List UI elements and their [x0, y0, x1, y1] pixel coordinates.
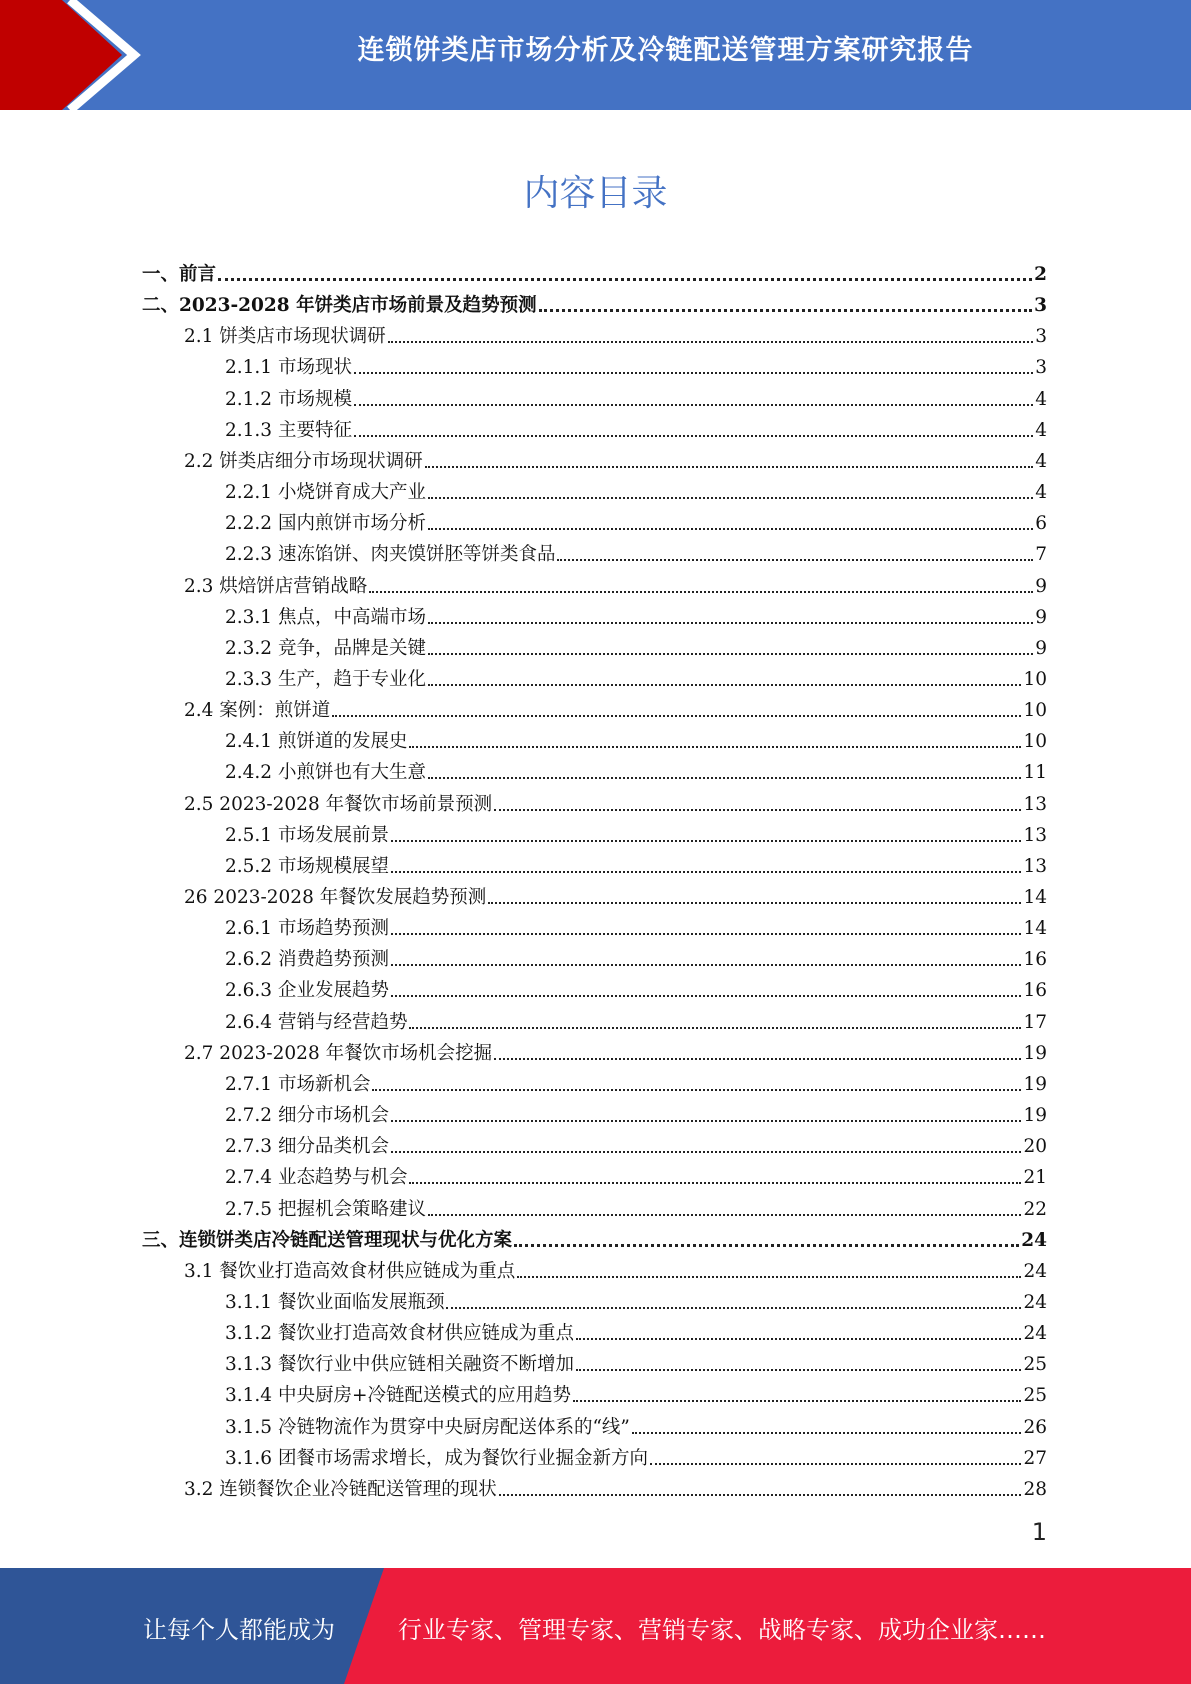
footer-slogan: 让每个人都能成为 [143, 1616, 335, 1644]
toc-entry[interactable] [142, 504, 1047, 535]
toc-leader-dots [428, 1214, 1021, 1216]
toc-entry-label: 2.4.2 小煎饼也有大生意 [225, 762, 426, 784]
toc-leader-dots [514, 1244, 1019, 1247]
toc-entry-label: 3.1 餐饮业打造高效食材供应链成为重点 [184, 1260, 516, 1282]
toc-leader-dots [428, 497, 1033, 499]
toc-entry[interactable] [142, 1034, 1047, 1065]
toc-entry-page: 16 [1023, 980, 1047, 1002]
toc-entry-label: 2.5.2 市场规模展望 [225, 855, 389, 877]
toc-leader-dots [391, 1120, 1021, 1122]
toc-entry-label: 二、2023-2028 年饼类店市场前景及趋势预测 [142, 295, 537, 317]
toc-leader-dots [391, 840, 1021, 842]
toc-entry-page: 9 [1035, 575, 1047, 597]
toc-entry-label: 一、前言 [142, 264, 217, 285]
toc-entry-label: 2.4 案例：煎饼道 [184, 700, 331, 722]
toc-entry[interactable] [142, 722, 1047, 753]
toc-leader-dots [409, 1027, 1021, 1029]
toc-entry-label: 3.1.1 餐饮业面临发展瓶颈 [225, 1291, 445, 1313]
toc-entry-page: 22 [1023, 1198, 1047, 1220]
toc-entry[interactable] [142, 1283, 1047, 1314]
toc-entry-label: 2.6.2 消费趋势预测 [225, 949, 389, 971]
toc-entry-page: 11 [1023, 762, 1047, 784]
toc-leader-dots [488, 902, 1021, 904]
toc-entry-label: 2.7.3 细分品类机会 [225, 1136, 389, 1158]
toc-entry[interactable] [142, 411, 1047, 442]
toc-entry-label: 2.5.1 市场发展前景 [225, 824, 389, 846]
toc-entry-page: 21 [1023, 1167, 1047, 1189]
toc-entry[interactable] [142, 286, 1047, 317]
toc-entry-page: 9 [1035, 637, 1047, 659]
toc-entry-label: 2.6.1 市场趋势预测 [225, 918, 389, 940]
toc-leader-dots [391, 871, 1021, 873]
toc-entry-page: 24 [1023, 1291, 1047, 1313]
toc-entry-label: 2.7 2023-2028 年餐饮市场机会挖掘 [184, 1042, 493, 1064]
toc-entry-label: 26 2023-2028 年餐饮发展趋势预测 [184, 887, 487, 908]
toc-entry-page: 13 [1023, 824, 1047, 846]
toc-entry[interactable] [142, 1158, 1047, 1189]
toc-entry-label: 3.1.5 冷链物流作为贯穿中央厨房配送体系的“线” [225, 1416, 630, 1438]
toc-entry[interactable] [142, 1314, 1047, 1345]
toc-leader-dots [409, 746, 1021, 748]
toc-entry[interactable] [142, 1470, 1047, 1501]
toc-entry-label: 3.1.3 餐饮行业中供应链相关融资不断增加 [225, 1354, 574, 1376]
toc-leader-dots [539, 309, 1033, 312]
toc-entry-label: 2.6.4 营销与经营趋势 [225, 1011, 408, 1033]
toc-entry[interactable] [142, 1376, 1047, 1407]
toc-entry-page: 4 [1035, 450, 1047, 472]
toc-entry-label: 2.2.1 小烧饼育成大产业 [225, 482, 426, 504]
toc-entry[interactable] [142, 255, 1047, 286]
toc-leader-dots [391, 933, 1021, 935]
toc-leader-dots [391, 1151, 1021, 1153]
toc-leader-dots [354, 372, 1033, 374]
toc-entry-page: 4 [1035, 482, 1047, 504]
toc-entry-page: 7 [1035, 544, 1047, 566]
toc-entry[interactable] [142, 1408, 1047, 1439]
toc-leader-dots [499, 1494, 1022, 1496]
toc-entry[interactable] [142, 1003, 1047, 1034]
toc-leader-dots [369, 591, 1033, 593]
toc-leader-dots [428, 684, 1021, 686]
toc-leader-dots [218, 278, 1032, 281]
toc-leader-dots [576, 1338, 1021, 1340]
toc-entry[interactable] [142, 753, 1047, 784]
toc-entry-page: 14 [1023, 887, 1047, 908]
toc-entry[interactable] [142, 348, 1047, 379]
toc-entry-page: 19 [1023, 1042, 1047, 1064]
toc-entry-label: 2.7.4 业态趋势与机会 [225, 1167, 408, 1189]
toc-entry-page: 19 [1023, 1073, 1047, 1095]
toc-entry-label: 2.3 烘焙饼店营销战略 [184, 575, 368, 597]
toc-entry[interactable] [142, 1252, 1047, 1283]
toc-leader-dots [425, 466, 1033, 468]
toc-leader-dots [372, 1089, 1021, 1091]
toc-leader-dots [446, 1307, 1021, 1309]
toc-entry-label: 2.7.1 市场新机会 [225, 1073, 371, 1095]
toc-entry-page: 4 [1035, 419, 1047, 441]
toc-entry-page: 3 [1035, 357, 1047, 379]
toc-entry-label: 3.2 连锁餐饮企业冷链配送管理的现状 [184, 1478, 497, 1500]
toc-entry-page: 24 [1023, 1260, 1047, 1282]
toc-entry-label: 2.2.3 速冻馅饼、肉夹馍饼胚等饼类食品 [225, 544, 556, 566]
toc-entry-label: 2.3.1 焦点，中高端市场 [225, 606, 426, 628]
toc-leader-dots [354, 435, 1033, 437]
toc-entry-label: 2.3.3 生产，趋于专业化 [225, 668, 426, 690]
toc-entry-label: 2.6.3 企业发展趋势 [225, 980, 389, 1002]
page-header [0, 0, 1191, 110]
toc-entry-page: 3 [1034, 295, 1047, 317]
toc-entry-page: 19 [1023, 1105, 1047, 1127]
toc-entry-page: 24 [1021, 1229, 1047, 1251]
toc-entry-page: 25 [1023, 1354, 1047, 1376]
toc-entry[interactable] [142, 567, 1047, 598]
toc-entry[interactable] [142, 878, 1047, 909]
toc-entry-label: 三、连锁饼类店冷链配送管理现状与优化方案 [142, 1229, 513, 1251]
toc-entry-label: 2.5 2023-2028 年餐饮市场前景预测 [184, 793, 493, 815]
toc-entry-label: 2.1.2 市场规模 [225, 388, 352, 410]
toc-leader-dots [573, 1400, 1021, 1402]
toc-entry-page: 26 [1023, 1416, 1047, 1438]
toc-entry-page: 25 [1023, 1385, 1047, 1407]
toc-entry-label: 2.1 饼类店市场现状调研 [184, 326, 386, 348]
toc-entry-page: 9 [1035, 606, 1047, 628]
toc-entry-page: 28 [1023, 1478, 1047, 1500]
toc-leader-dots [354, 404, 1033, 406]
toc-entry[interactable] [142, 629, 1047, 660]
toc-entry[interactable] [142, 971, 1047, 1002]
toc-leader-dots [494, 809, 1021, 811]
toc-entry-label: 2.2.2 国内煎饼市场分析 [225, 513, 426, 535]
toc-leader-dots [391, 964, 1021, 966]
toc-leader-dots [388, 341, 1033, 343]
toc-entry-page: 14 [1023, 918, 1047, 940]
toc-entry[interactable] [142, 1439, 1047, 1470]
toc-leader-dots [391, 995, 1021, 997]
toc-entry[interactable] [142, 909, 1047, 940]
toc-entry-label: 2.4.1 煎饼道的发展史 [225, 731, 408, 753]
toc-entry[interactable] [142, 1221, 1047, 1252]
toc-entry[interactable] [142, 380, 1047, 411]
toc-entry[interactable] [142, 317, 1047, 348]
toc-entry[interactable] [142, 598, 1047, 629]
toc-entry[interactable] [142, 442, 1047, 473]
toc-entry[interactable] [142, 473, 1047, 504]
toc-entry-page: 6 [1035, 513, 1047, 535]
toc-entry[interactable] [142, 940, 1047, 971]
toc-entry[interactable] [142, 1190, 1047, 1221]
toc-leader-dots [428, 622, 1033, 624]
toc-entry-label: 3.1.6 团餐市场需求增长，成为餐饮行业掘金新方向 [225, 1447, 648, 1469]
toc-entry[interactable] [142, 1096, 1047, 1127]
toc-entry-page: 27 [1023, 1447, 1047, 1469]
toc-entry-label: 2.7.2 细分市场机会 [225, 1105, 389, 1127]
toc-entry-page: 3 [1035, 326, 1047, 348]
toc-entry-page: 13 [1023, 793, 1047, 815]
toc-entry-page: 13 [1023, 855, 1047, 877]
toc-entry-label: 3.1.4 中央厨房+冷链配送模式的应用趋势 [225, 1385, 571, 1407]
toc-entry-page: 17 [1023, 1011, 1047, 1033]
toc-entry-page: 10 [1023, 731, 1047, 753]
report-title: 连锁饼类店市场分析及冷链配送管理方案研究报告 [357, 35, 974, 66]
toc-entry-page: 24 [1023, 1323, 1047, 1345]
toc-entry-page: 10 [1023, 668, 1047, 690]
toc-entry[interactable] [142, 691, 1047, 722]
toc-entry[interactable] [142, 1127, 1047, 1158]
toc-entry-page: 16 [1023, 949, 1047, 971]
page-footer [0, 1568, 1191, 1684]
toc-entry-page: 10 [1023, 700, 1047, 722]
page-number: 1 [1031, 1518, 1047, 1546]
toc-leader-dots [428, 528, 1033, 530]
toc-entry-label: 2.1.1 市场现状 [225, 357, 352, 379]
toc-entry-label: 2.1.3 主要特征 [225, 419, 352, 441]
toc-entry[interactable] [142, 785, 1047, 816]
toc-leader-dots [428, 653, 1033, 655]
toc-entry[interactable] [142, 1345, 1047, 1376]
toc-leader-dots [517, 1276, 1021, 1278]
toc-leader-dots [428, 777, 1021, 779]
toc-leader-dots [632, 1432, 1022, 1434]
toc-entry-label: 2.3.2 竞争，品牌是关键 [225, 637, 426, 659]
toc-entry-page: 20 [1023, 1136, 1047, 1158]
toc-entry-label: 2.2 饼类店细分市场现状调研 [184, 450, 423, 472]
toc-leader-dots [494, 1058, 1021, 1060]
toc-leader-dots [557, 559, 1033, 561]
toc-leader-dots [576, 1369, 1021, 1371]
toc-heading: 内容目录 [523, 173, 668, 214]
toc-leader-dots [650, 1463, 1021, 1465]
footer-roles: 行业专家、管理专家、营销专家、战略专家、成功企业家…… [398, 1616, 1046, 1644]
toc-entry-label: 3.1.2 餐饮业打造高效食材供应链成为重点 [225, 1323, 574, 1345]
toc-entry[interactable] [142, 847, 1047, 878]
toc-entry[interactable] [142, 1065, 1047, 1096]
toc-entry-label: 2.7.5 把握机会策略建议 [225, 1198, 426, 1220]
toc-entry[interactable] [142, 816, 1047, 847]
toc-entry[interactable] [142, 535, 1047, 566]
toc-leader-dots [332, 715, 1021, 717]
toc-leader-dots [409, 1182, 1021, 1184]
toc-entry-page: 2 [1034, 264, 1047, 285]
toc-entry-page: 4 [1035, 388, 1047, 410]
toc-entry[interactable] [142, 660, 1047, 691]
